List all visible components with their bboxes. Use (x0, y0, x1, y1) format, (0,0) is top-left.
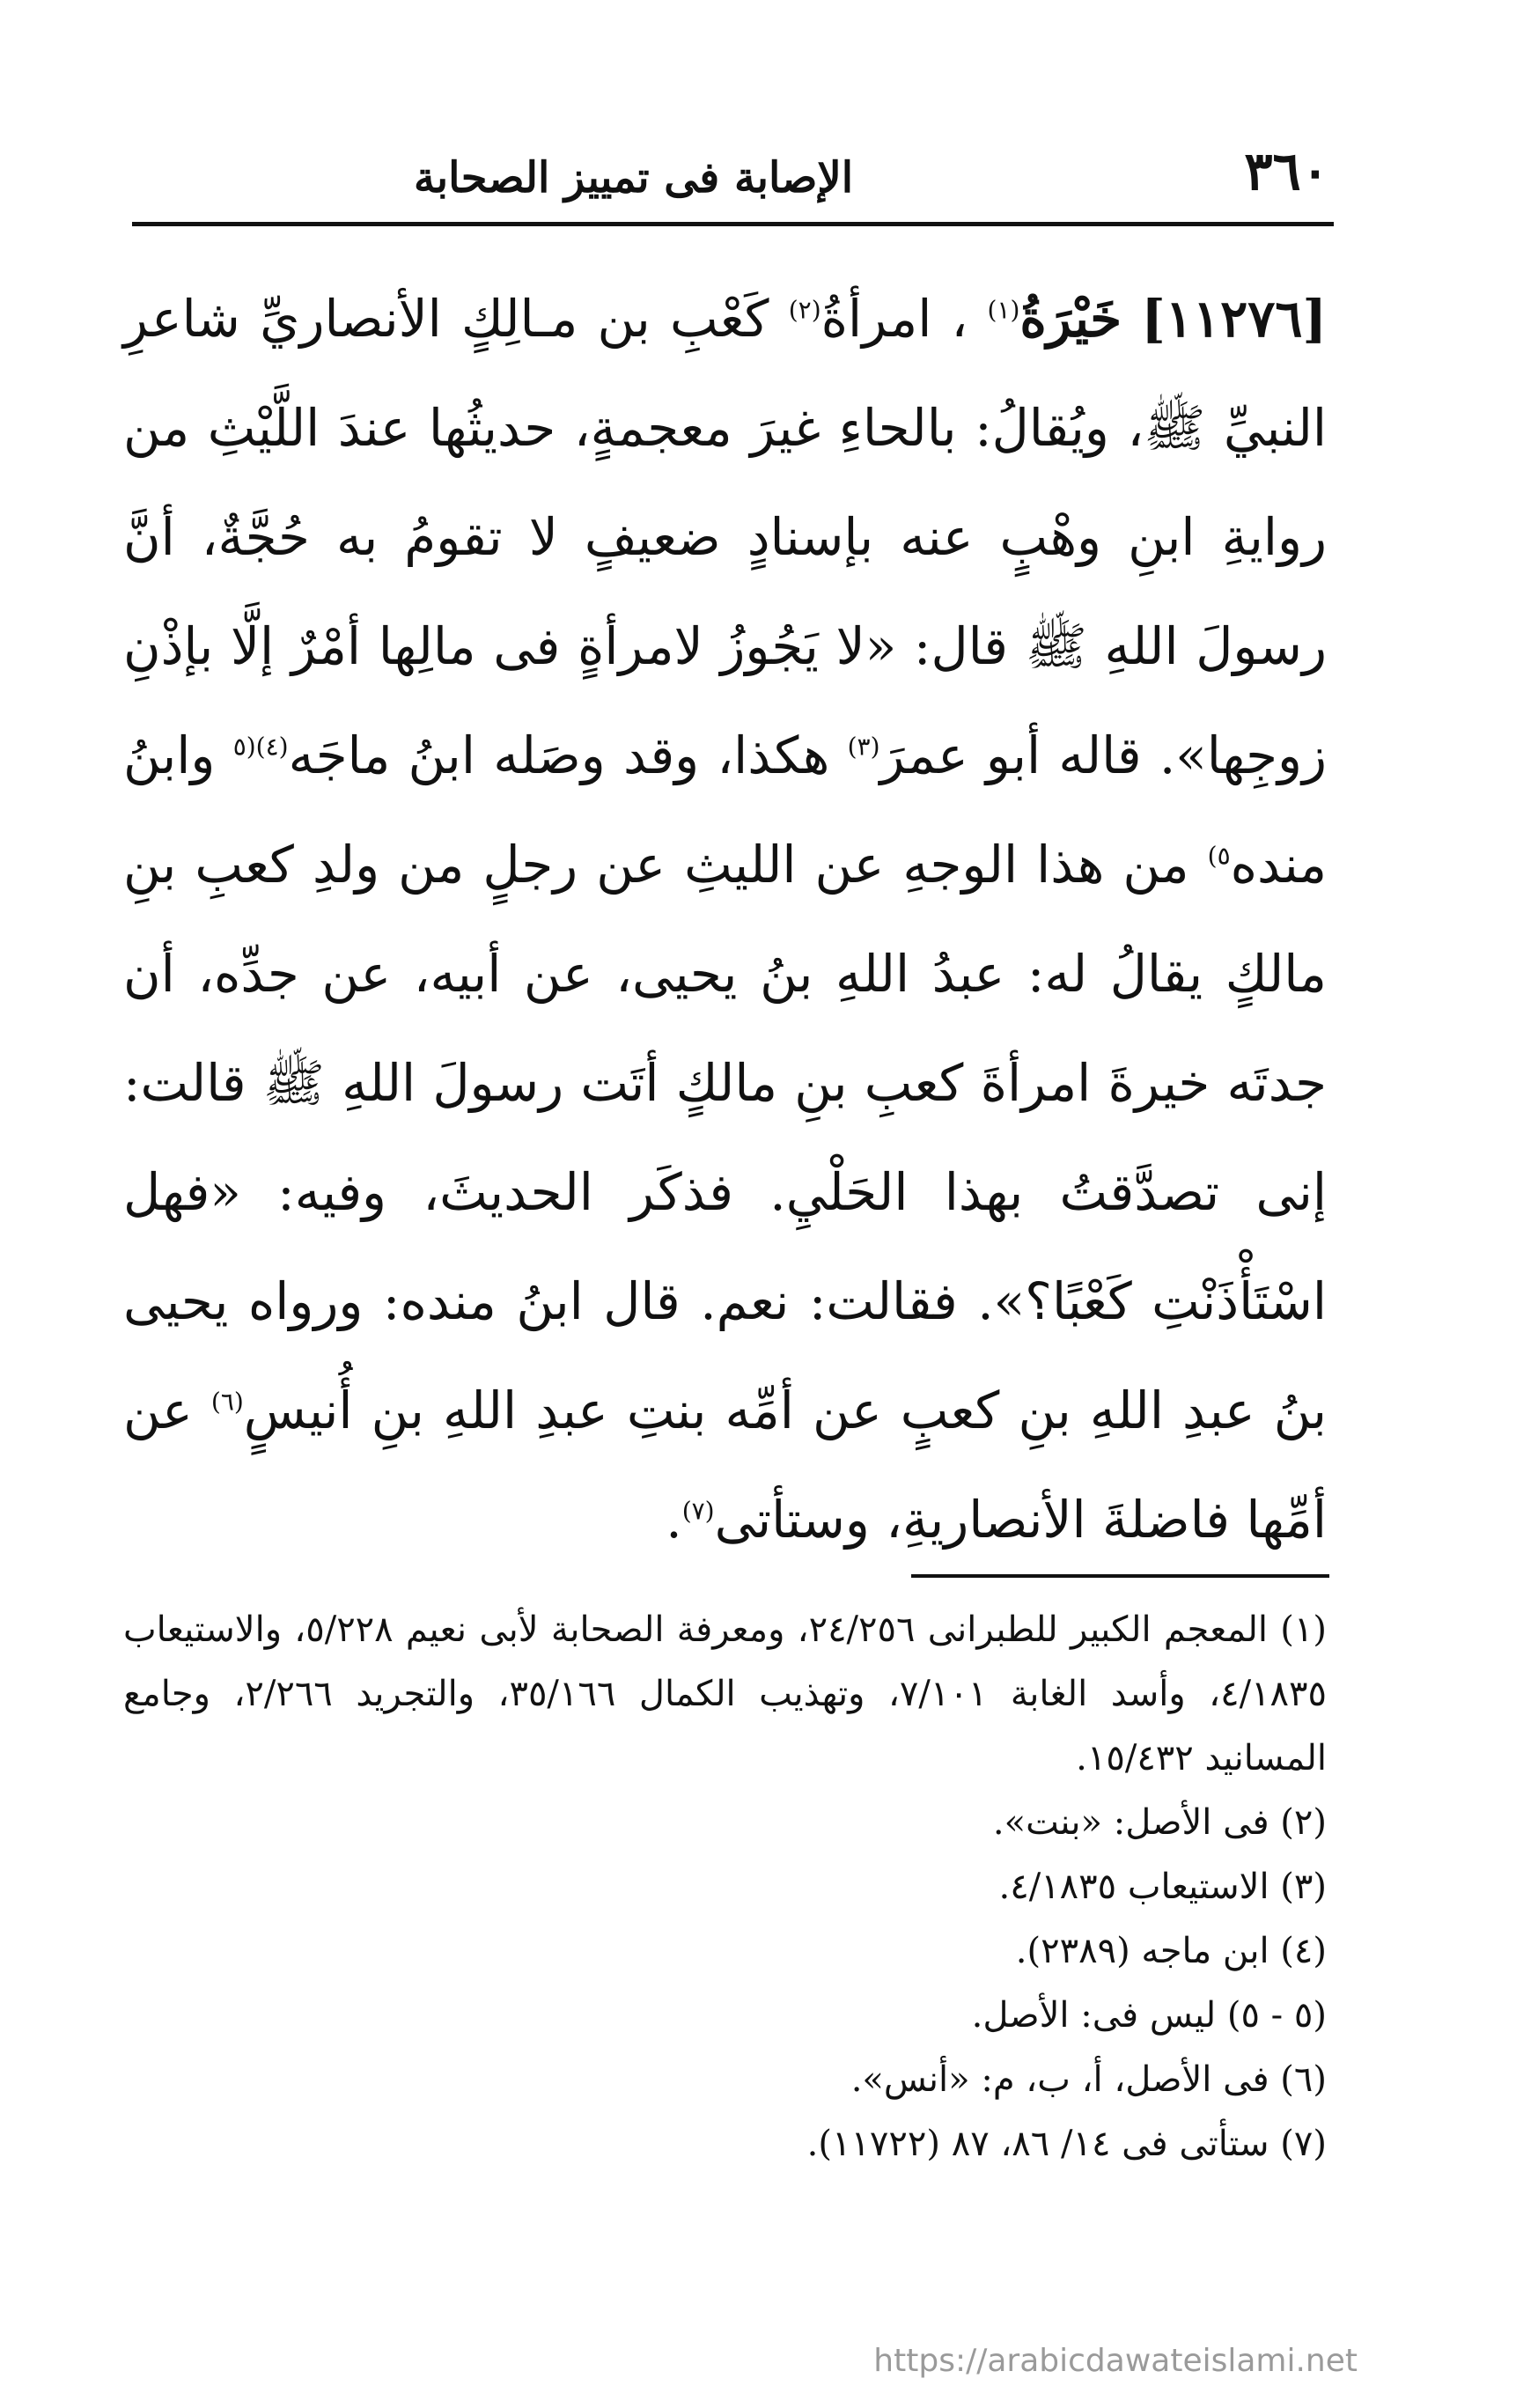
entry-text (123, 264, 1327, 1574)
page-number: ٣٦٠ (1244, 141, 1329, 203)
page-header (132, 132, 1329, 203)
footnote: (٥ - ٥) ليس فى: الأصل. (971, 1995, 1327, 2036)
entry-name: خَيْرَةُ (1019, 289, 1122, 349)
entry-text-segment: هكذا، وقد وصَله ابنُ ماجَه (288, 725, 830, 785)
footnote: (٣) الاستيعاب ٤/١٨٣٥. (998, 1867, 1327, 1907)
footnote-ref: (٣) (847, 732, 880, 762)
footnote-ref: (٤) (255, 732, 289, 762)
footnote-ref: (٢) (788, 295, 821, 325)
footnote: (٧) ستأتى فى ١٤/ ٨٦، ٨٧ (١١٧٢٢). (806, 2124, 1327, 2164)
footnote-ref: (٦) (210, 1387, 244, 1417)
running-title: الإصابة فى تمييز الصحابة (414, 153, 854, 203)
header-rule (132, 222, 1334, 226)
footnote-ref: (٧) (681, 1496, 715, 1526)
footnote: (١) المعجم الكبير للطبرانى ٢٤/٢٥٦، ومعرفة الصحابة لأبى نعيم ٥/٢٢٨، والاستيعاب ٤/١٨٣٥، وأسد الغابة ٧/١٠١، وتهذيب الكمال ٣٥/١٦٦، والتجريد ٢/٢٦٦، وجامع المسانيد ١٥/٤٣٢. (123, 1609, 1328, 1778)
footnotes (123, 1598, 1327, 2176)
footnote-ref: ٥) (1207, 841, 1231, 871)
footnote: (٤) ابن ماجه (٢٣٨٩). (1015, 1931, 1327, 1971)
entry-text-segment: عن أمِّها فاضلةَ الأنصاريةِ، وستأتى (123, 1381, 1327, 1550)
footnote-ref: (٥ (232, 732, 256, 762)
footnote-ref: (١) (987, 295, 1020, 325)
entry-text-segment: من هذا الوجهِ عن الليثِ عن رجلٍ من ولدِ كعبِ بنِ مالكٍ يقالُ له: عبدُ اللهِ بنُ يحيى، عن أبيه، عن جدِّه، أن جدتَه خيرةَ امرأةَ كعبِ بنِ مالكٍ أتَت رسولَ اللهِ ﷺ قالت: إنى تصدَّقتُ بهذا الحَلْيِ. فذكَر الحديثَ، وفيه: «فهل اسْتَأْذَنْتِ كَعْبًا؟». فقالت: نعم. قال ابنُ منده: ورواه يحيى بنُ عبدِ اللهِ بنِ كعبٍ عن أمِّه بنتِ عبدِ اللهِ بنِ أُنيسٍ (123, 835, 1327, 1440)
entry-text-segment: . (666, 1490, 682, 1550)
entry-text-segment: كَعْبِ بن مـالِكٍ الأنصاريِّ شاعرِ النبيِّ ﷺ، ويُقالُ: بالحاءِ غيرَ معجمةٍ، حديثُها عندَ اللَّيْثِ من روايةِ ابنِ وهْبٍ عنه بإسنادٍ ضعيفٍ لا تقومُ به حُجَّةٌ، أنَّ رسولَ اللهِ ﷺ قال: «لا يَجُوزُ لامرأةٍ فى مالِها أمْرٌ إلَّا بإذْنِ زوجِها». قاله أبو عمرَ (123, 289, 1328, 785)
entry-number: [١١٢٧٦] (1141, 289, 1327, 349)
entry-text-segment: وابنُ منده (123, 725, 1328, 895)
footnote-rule (911, 1574, 1329, 1578)
watermark-url: https://arabicdawateislami.net (873, 2343, 1358, 2379)
entry-text-segment: ، امرأةُ (821, 289, 968, 349)
footnote: (٢) فى الأصل: «بنت». (992, 1802, 1327, 1843)
footnote: (٦) فى الأصل، أ، ب، م: «أنس». (850, 2059, 1327, 2100)
